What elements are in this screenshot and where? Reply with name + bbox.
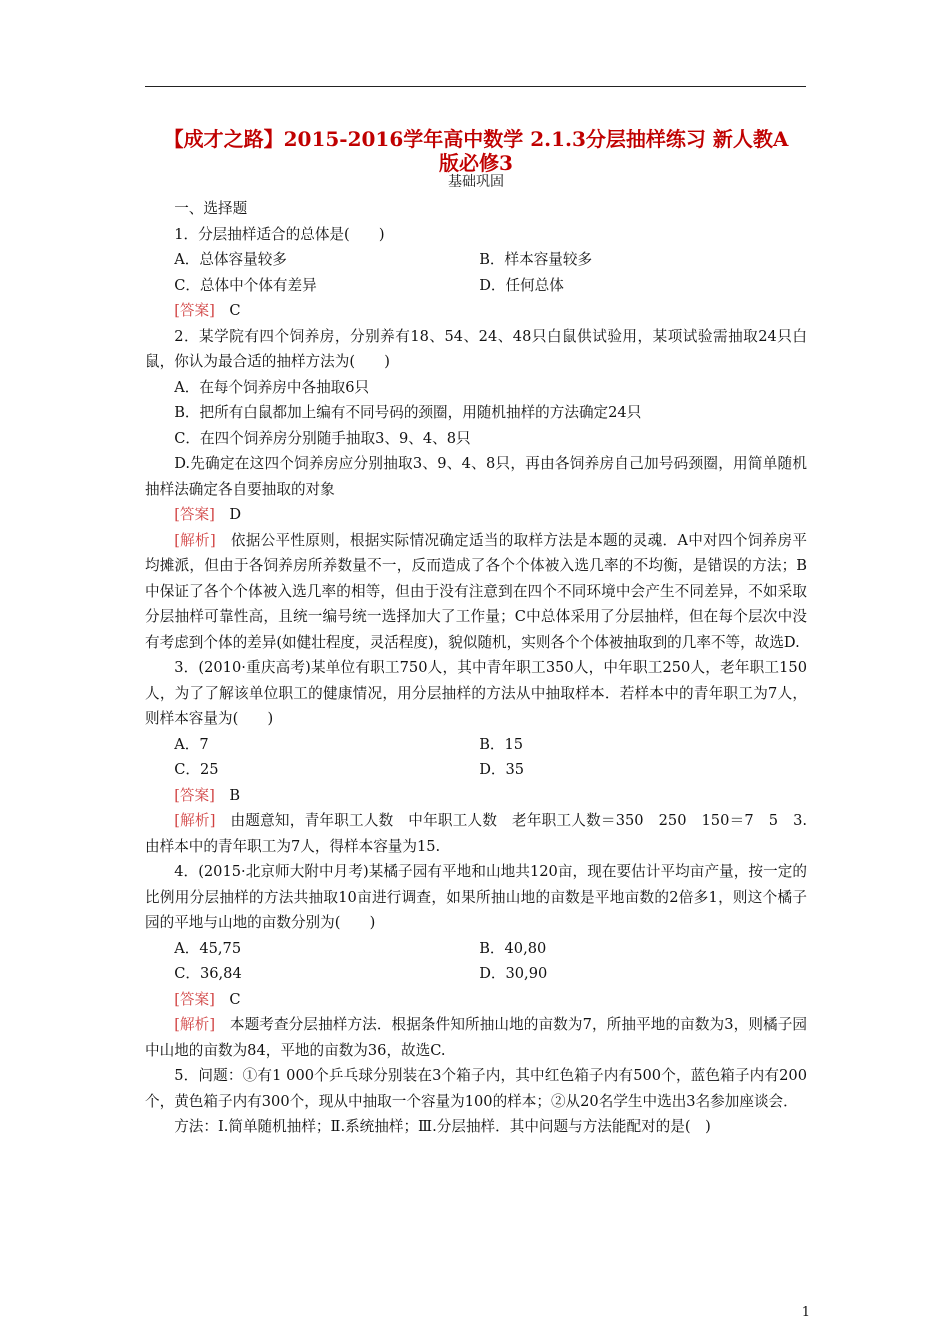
q3-option-b: B．15 <box>479 735 524 753</box>
q2-analysis-text: 依据公平性原则，根据实际情况确定适当的取样方法是本题的灵魂．A中对四个饲养房平均摊派，但由于各饲养房所养数量不一，反而造成了各个个体被入选几率的不均衡，是错误的方法；B中保证了各个个体被入选几率的相等，但由于没有注意到在四个不同环境中会产生不同差异，不如采取分层抽样可靠性高，且统一编号统一选择加大了工作量；C中总体采用了分层抽样，但在每个层次中没有考虑到个体的差异(如健壮程度，灵活程度)，貌似随机，实则各个个体被抽取到的几率不等，故选D. <box>145 531 807 651</box>
q2-option-d: D.先确定在这四个饲养房应分别抽取3、9、4、8只，再由各饲养房自己加号码颈圈，用简单随机抽样法确定各自要抽取的对象 <box>145 455 807 498</box>
q3-analysis <box>145 808 807 859</box>
q1-option-b: B．样本容量较多 <box>479 251 593 268</box>
q4-option-c: C．36,84 <box>174 965 242 982</box>
q4-option-a: A．45,75 <box>174 939 242 957</box>
q4-option-d: D．30,90 <box>479 965 548 982</box>
q1-option-c: C．总体中个体有差异 <box>174 276 317 294</box>
q4-options-row1 <box>145 936 807 962</box>
page-number: 1 <box>801 1305 810 1320</box>
q5-stem: 5．问题：①有1 000个乒乓球分别装在3个箱子内，其中红色箱子内有500个，蓝色箱子内有200个，黄色箱子内有300个，现从中抽取一个容量为100的样本；②从20名学生中选出3名参加座谈会． <box>145 1067 807 1110</box>
q4-answer <box>145 987 807 1013</box>
q3-answer-value: B <box>229 786 241 804</box>
q1-options-row2 <box>145 273 807 299</box>
q2-analysis <box>145 528 807 656</box>
q3-stem: 3．(2010·重庆高考)某单位有职工750人，其中青年职工350人，中年职工250人，老年职工150人，为了了解该单位职工的健康情况，用分层抽样的方法从中抽取样本．若样本中的青年职工为7人，则样本容量为( ) <box>145 659 807 727</box>
doc-title-line2: 版必修3 <box>439 151 513 175</box>
q3-option-d: D．35 <box>479 761 525 778</box>
q4-analysis-text: 本题考查分层抽样方法．根据条件知所抽山地的亩数为7，所抽平地的亩数为3，则橘子园中山地的亩数为84，平地的亩数为36，故选C. <box>145 1016 808 1059</box>
q2-option-b: B．把所有白鼠都加上编有不同号码的颈圈，用随机抽样的方法确定24只 <box>174 404 642 421</box>
q3-options-row2 <box>145 757 807 783</box>
q4-option-b: B．40,80 <box>479 939 547 957</box>
q2-answer <box>145 502 807 528</box>
q4-answer-value: C <box>229 990 241 1008</box>
q1-option-a: A．总体容量较多 <box>174 251 287 268</box>
q3-answer <box>145 783 807 809</box>
q2-option-c: C．在四个饲养房分别随手抽取3、9、4、8只 <box>174 429 471 447</box>
q1-stem: 1．分层抽样适合的总体是( ) <box>174 225 385 243</box>
q3-analysis-text: 由题意知，青年职工人数 中年职工人数 老年职工人数＝350 250 150＝7 5 3.由样本中的青年职工为7人，得样本容量为15. <box>145 812 807 855</box>
section-heading: 一、选择题 <box>174 200 248 217</box>
q3-options-row1 <box>145 732 807 758</box>
q2-stem: 2．某学院有四个饲养房，分别养有18、54、24、48只白鼠供试验用，某项试验需抽取24只白鼠，你认为最合适的抽样方法为( ) <box>145 327 807 370</box>
q2-answer-value: D <box>229 506 242 523</box>
doc-title-line1: 【成才之路】2015-2016学年高中数学 2.1.3分层抽样练习 新人教A <box>163 127 789 151</box>
answer-tag: [答案] <box>174 990 215 1008</box>
header-rule <box>145 86 806 87</box>
q3-option-a: A．7 <box>174 735 209 753</box>
answer-tag: [答案] <box>174 302 215 319</box>
analysis-tag: [解析] <box>174 1016 216 1033</box>
q5-method: 方法：Ⅰ.简单随机抽样；Ⅱ.系统抽样；Ⅲ.分层抽样．其中问题与方法能配对的是( ) <box>174 1118 711 1135</box>
q1-options-row1 <box>145 247 807 273</box>
analysis-tag: [解析] <box>174 531 216 549</box>
q1-answer-value: C <box>229 302 241 319</box>
answer-tag: [答案] <box>174 786 215 804</box>
q4-stem: 4．(2015·北京师大附中月考)某橘子园有平地和山地共120亩，现在要估计平均亩产量，按一定的比例用分层抽样的方法共抽取10亩进行调查，如果所抽山地的亩数是平地亩数的2倍多1，则这个橘子园的平地与山地的亩数分别为( ) <box>145 863 807 931</box>
q2-option-a: A．在每个饲养房中各抽取6只 <box>174 378 370 396</box>
q3-option-c: C．25 <box>174 761 219 778</box>
q4-options-row2 <box>145 961 807 987</box>
q4-analysis <box>145 1012 807 1063</box>
q1-option-d: D．任何总体 <box>479 276 564 294</box>
analysis-tag: [解析] <box>174 812 216 829</box>
q1-answer <box>145 298 807 324</box>
document-body <box>145 196 807 1140</box>
answer-tag: [答案] <box>174 506 215 523</box>
doc-subtitle: 基础巩固 <box>448 174 504 190</box>
